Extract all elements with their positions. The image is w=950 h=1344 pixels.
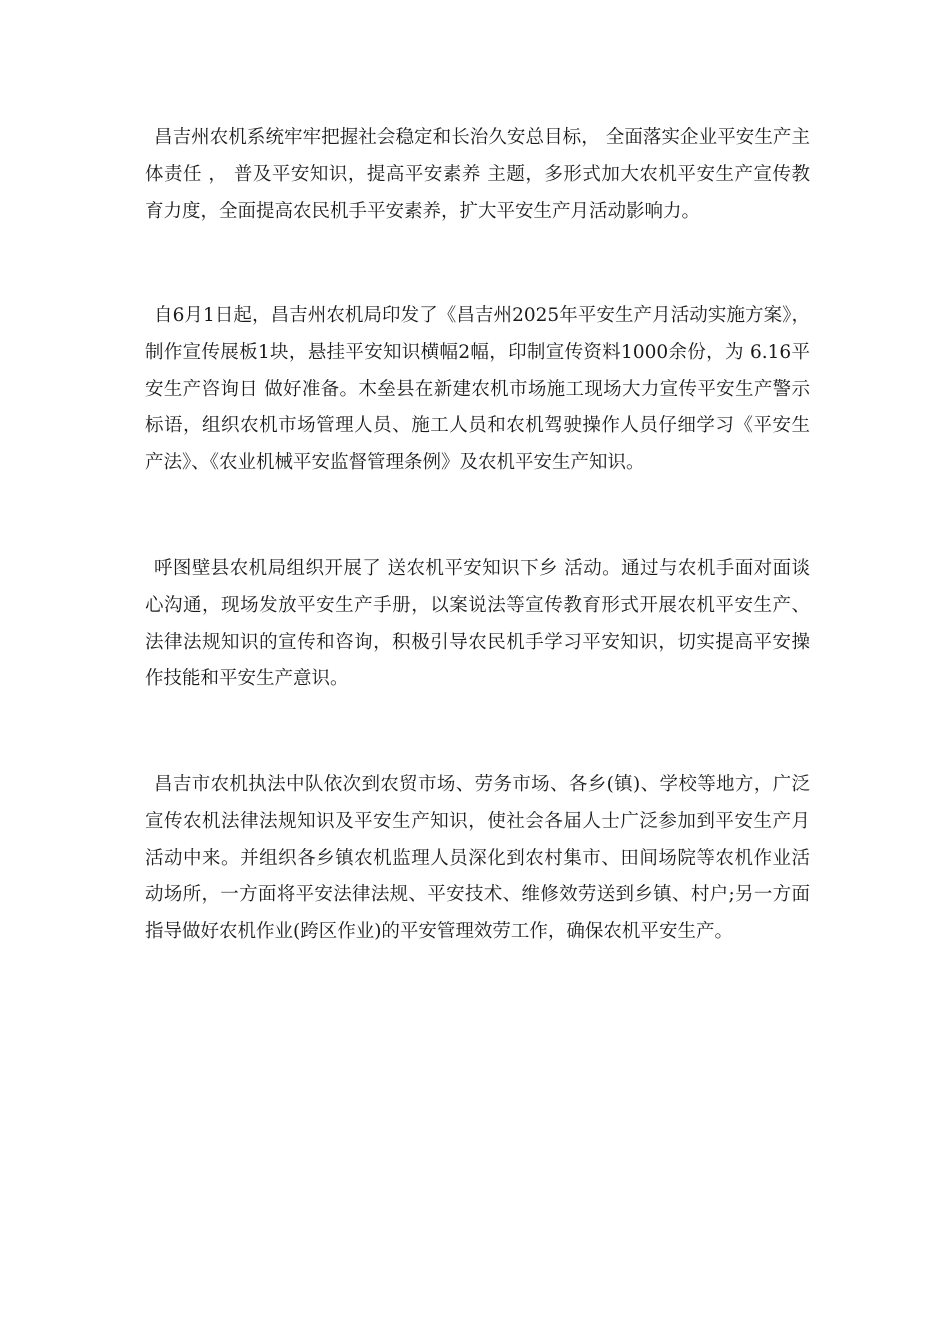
paragraph-safety-goals: 昌吉州农机系统牢牢把握社会稳定和长治久安总目标， 全面落实企业平安生产主体责任 ， 普及平安知识，提高平安素养 主题，多形式加大农机平安生产宣传教育力度，全面提高农民机手平安素养，扩大平安生产月活动影响力。 [145,127,810,222]
paragraph-june-activities: 自6月1日起，昌吉州农机局印发了《昌吉州2025年平安生产月活动实施方案》，制作宣传展板1块，悬挂平安知识横幅2幅，印制宣传资料1000余份，为 6.16平安生产咨询日 做好准备。木垒县在新建农机市场施工现场大力宣传平安生产警示标语，组织农机市场管理人员、施工人员和农机驾驶操作人员仔细学习《平安生产法》、《农业机械平安监督管理条例》及农机平安生产知识。 [145,305,810,474]
paragraph-hutubi-county: 呼图壁县农机局组织开展了 送农机平安知识下乡 活动。通过与农机手面对面谈心沟通，现场发放平安生产手册，以案说法等宣传教育形式开展农机平安生产、法律法规知识的宣传和咨询，积极引导农民机手学习平安知识，切实提高平安操作技能和平安生产意识。 [145,558,810,690]
paragraph-changji-enforcement: 昌吉市农机执法中队依次到农贸市场、劳务市场、各乡(镇)、学校等地方，广泛宣传农机法律法规知识及平安生产知识，使社会各届人士广泛参加到平安生产月活动中来。并组织各乡镇农机监理人员深化到农村集市、田间场院等农机作业活动场所，一方面将平安法律法规、平安技术、维修效劳送到乡镇、村户;另一方面指导做好农机作业(跨区作业)的平安管理效劳工作，确保农机平安生产。 [145,774,810,943]
